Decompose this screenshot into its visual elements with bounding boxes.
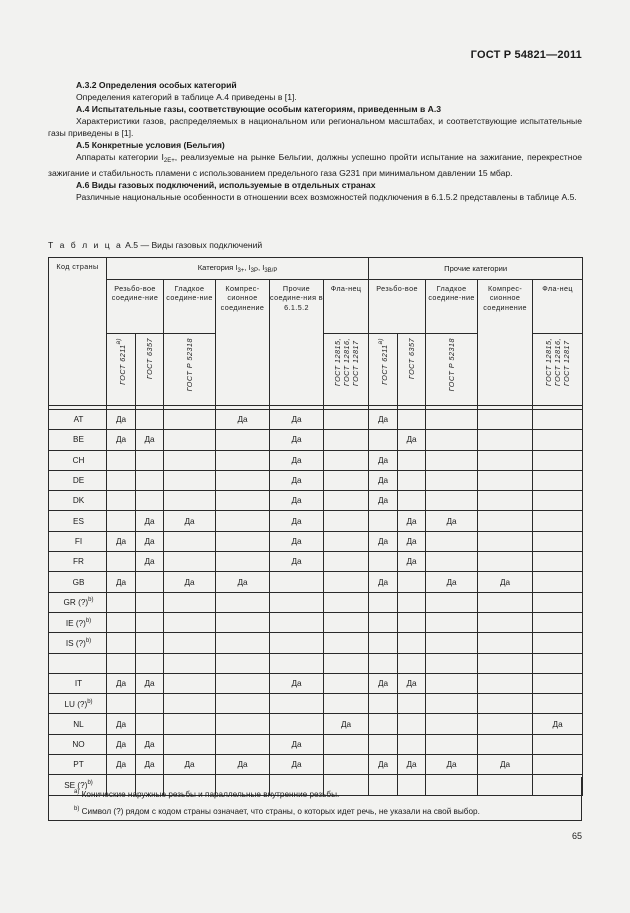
table-cell xyxy=(136,592,164,612)
country-code: LU (?)$^{b)}$ xyxy=(49,694,107,714)
table-cell xyxy=(478,694,533,714)
country-code: NO xyxy=(49,734,107,754)
table-cell xyxy=(369,511,398,531)
table-cell: Да xyxy=(216,572,270,592)
table-cell xyxy=(164,673,216,693)
country-code: IS (?)$^{b)}$ xyxy=(49,633,107,653)
table-cell xyxy=(136,633,164,653)
table-cell xyxy=(270,694,324,714)
table-cell xyxy=(324,673,369,693)
table-cell xyxy=(398,450,426,470)
std-6357-2: ГОСТ 6357 xyxy=(398,334,426,406)
table-cell xyxy=(164,430,216,450)
table-row xyxy=(49,673,583,693)
table-cell xyxy=(426,552,478,572)
std-6211: ГОСТ 6211$^{a)}$ xyxy=(107,334,136,406)
table-row xyxy=(49,450,583,470)
table-cell xyxy=(369,694,398,714)
table-cell: Да xyxy=(398,673,426,693)
table-cell xyxy=(270,572,324,592)
section-a332-text: Определения категорий в таблице А.4 приведены в [1]. xyxy=(76,92,297,102)
table-cell xyxy=(369,734,398,754)
table-cell xyxy=(324,491,369,511)
table-cell xyxy=(398,633,426,653)
country-code: FI xyxy=(49,531,107,551)
table-cell xyxy=(478,592,533,612)
table-cell: Да xyxy=(426,755,478,775)
table-cell xyxy=(164,633,216,653)
table-cell xyxy=(164,592,216,612)
table-cell xyxy=(164,410,216,430)
table-cell: Да xyxy=(216,410,270,430)
table-cell: Да xyxy=(478,755,533,775)
table-row xyxy=(49,592,583,612)
table-cell xyxy=(107,653,136,673)
table-row xyxy=(49,653,583,673)
table-cell xyxy=(426,592,478,612)
header-compress: Компрес-сионное соединение xyxy=(216,280,270,406)
table-cell: Да xyxy=(107,531,136,551)
table-cell xyxy=(136,410,164,430)
table-row xyxy=(49,470,583,490)
table-cell xyxy=(324,470,369,490)
section-a5-text: Аппараты категории $I_{2E+}$, реализуемые на рынке Бельгии, должны успешно пройти испытание на зажигание, перекрестное зажигание и стабильность пламени с использованием предельного газа G231 при минимальном давлении 15 мбар. xyxy=(48,152,583,178)
table-cell xyxy=(478,714,533,734)
table-cell: Да xyxy=(270,491,324,511)
table-cell: Да xyxy=(216,755,270,775)
header-smooth-2: Гладкое соедине-ние xyxy=(426,280,478,334)
country-code: GR (?)$^{b)}$ xyxy=(49,592,107,612)
table-body xyxy=(49,410,583,796)
table-cell xyxy=(426,430,478,450)
table-cell xyxy=(426,612,478,632)
table-cell: Да xyxy=(270,755,324,775)
table-cell xyxy=(478,410,533,430)
table-cell: Да xyxy=(136,673,164,693)
section-a4-title: А.4 Испытательные газы, соответствующие особым категориям, приведенным в А.3 xyxy=(76,104,442,114)
table-cell xyxy=(533,755,583,775)
table-cell xyxy=(107,552,136,572)
table-cell: Да xyxy=(270,511,324,531)
table-cell: Да xyxy=(398,755,426,775)
table-cell: Да xyxy=(270,450,324,470)
table-cell xyxy=(164,694,216,714)
table-cell xyxy=(324,633,369,653)
table-cell: Да xyxy=(107,673,136,693)
table-cell: Да xyxy=(369,755,398,775)
section-a6-title: А.6 Виды газовых подключений, используемые в отдельных странах xyxy=(76,180,376,190)
table-cell xyxy=(164,653,216,673)
table-cell xyxy=(164,470,216,490)
table-cell xyxy=(164,450,216,470)
table-cell: Да xyxy=(136,755,164,775)
table-cell xyxy=(533,410,583,430)
table-cell xyxy=(216,531,270,551)
std-52318-2: ГОСТ Р 52318 xyxy=(426,334,478,406)
table-cell xyxy=(369,612,398,632)
table-cell xyxy=(533,653,583,673)
table-cell xyxy=(136,491,164,511)
table-cell xyxy=(478,491,533,511)
std-52318: ГОСТ Р 52318 xyxy=(164,334,216,406)
country-code: FR xyxy=(49,552,107,572)
table-cell xyxy=(398,734,426,754)
table-cell xyxy=(533,491,583,511)
table-cell xyxy=(533,511,583,531)
table-cell: Да xyxy=(270,531,324,551)
table-cell: Да xyxy=(426,511,478,531)
table-row xyxy=(49,633,583,653)
table-row xyxy=(49,430,583,450)
table-cell xyxy=(164,552,216,572)
table-cell xyxy=(426,734,478,754)
table-cell xyxy=(426,714,478,734)
table-cell xyxy=(478,430,533,450)
header-compress-2: Компрес-сионное соединение xyxy=(478,280,533,406)
table-cell xyxy=(270,714,324,734)
footnote-b: $^{b)}$ Символ (?) рядом с кодом страны означает, что страны, о которых идет речь, не указали на свой выбор. xyxy=(74,806,480,816)
country-code: BE xyxy=(49,430,107,450)
table-cell: Да xyxy=(164,511,216,531)
header-country-code: Код страны xyxy=(49,258,107,406)
table-row xyxy=(49,410,583,430)
table-cell xyxy=(216,450,270,470)
country-code: DK xyxy=(49,491,107,511)
header-flange-2: Фла-нец xyxy=(533,280,583,334)
table-cell: Да xyxy=(136,552,164,572)
table-cell: Да xyxy=(136,734,164,754)
table-cell xyxy=(533,633,583,653)
table-cell xyxy=(426,470,478,490)
connections-table xyxy=(48,257,583,796)
table-cell xyxy=(369,552,398,572)
table-cell xyxy=(164,612,216,632)
table-cell: Да xyxy=(398,531,426,551)
country-code: ES xyxy=(49,511,107,531)
table-cell: Да xyxy=(270,734,324,754)
table-cell xyxy=(136,612,164,632)
table-cell: Да xyxy=(478,572,533,592)
table-cell xyxy=(533,531,583,551)
table-cell xyxy=(426,410,478,430)
table-cell: Да xyxy=(369,531,398,551)
table-cell xyxy=(216,491,270,511)
table-cell: Да xyxy=(107,430,136,450)
table-cell xyxy=(270,633,324,653)
table-cell xyxy=(216,430,270,450)
country-code: DE xyxy=(49,470,107,490)
table-cell xyxy=(107,633,136,653)
table-cell xyxy=(398,694,426,714)
table-cell xyxy=(324,552,369,572)
table-cell xyxy=(107,450,136,470)
table-row xyxy=(49,572,583,592)
table-cell xyxy=(426,673,478,693)
country-code: NL xyxy=(49,714,107,734)
table-cell xyxy=(136,450,164,470)
footnote-a: $^{a)}$ Конические наружные резьбы и параллельные внутренние резьбы. xyxy=(74,789,340,799)
table-cell xyxy=(107,612,136,632)
table-row xyxy=(49,694,583,714)
table-cell xyxy=(324,734,369,754)
table-cell xyxy=(107,511,136,531)
table-cell xyxy=(478,470,533,490)
header-other: Прочие соедине-ния в 6.1.5.2 xyxy=(270,280,324,406)
table-cell: Да xyxy=(369,572,398,592)
table-cell xyxy=(398,653,426,673)
table-cell xyxy=(216,694,270,714)
table-cell: Да xyxy=(107,572,136,592)
table-cell: Да xyxy=(369,470,398,490)
table-cell xyxy=(478,633,533,653)
table-cell xyxy=(324,612,369,632)
table-row xyxy=(49,531,583,551)
table-cell: Да xyxy=(136,511,164,531)
table-cell xyxy=(426,531,478,551)
table-cell: Да xyxy=(270,410,324,430)
table-cell: Да xyxy=(136,531,164,551)
table-cell: Да xyxy=(369,491,398,511)
table-cell: Да xyxy=(426,572,478,592)
std-flange: ГОСТ 12815, ГОСТ 12816, ГОСТ 12817 xyxy=(324,334,369,406)
table-cell xyxy=(270,653,324,673)
country-code xyxy=(49,653,107,673)
table-cell: Да xyxy=(270,430,324,450)
table-cell xyxy=(164,491,216,511)
table-cell xyxy=(533,734,583,754)
table-row xyxy=(49,734,583,754)
table-cell xyxy=(216,592,270,612)
table-cell: Да xyxy=(107,734,136,754)
header-thread: Резьбо-вое соедине-ние xyxy=(107,280,164,334)
table-cell xyxy=(398,714,426,734)
table-cell xyxy=(369,653,398,673)
table-cell xyxy=(136,714,164,734)
header-group1: Категория $I_{3+}$, $I_{3P}$, $I_{3B/P}$ xyxy=(107,258,369,280)
table-cell: Да xyxy=(107,714,136,734)
table-cell xyxy=(270,592,324,612)
table-cell xyxy=(533,470,583,490)
table-cell xyxy=(533,673,583,693)
table-cell xyxy=(426,450,478,470)
table-cell xyxy=(426,694,478,714)
header-smooth: Гладкое соедине-ние xyxy=(164,280,216,334)
table-cell xyxy=(478,653,533,673)
table-cell xyxy=(136,572,164,592)
table-caption: Т а б л и ц а А.5 — Виды газовых подключений xyxy=(48,240,263,250)
table-cell xyxy=(164,714,216,734)
table-cell xyxy=(398,470,426,490)
table-cell xyxy=(478,612,533,632)
section-a332-title: А.3.2 Определения особых категорий xyxy=(76,80,237,90)
table-cell xyxy=(398,491,426,511)
page-number: 65 xyxy=(571,831,582,841)
country-code: GB xyxy=(49,572,107,592)
table-cell xyxy=(533,694,583,714)
table-cell xyxy=(324,511,369,531)
table-row xyxy=(49,755,583,775)
table-cell xyxy=(324,653,369,673)
country-code: IE (?)$^{b)}$ xyxy=(49,612,107,632)
table-cell xyxy=(426,633,478,653)
document-header: ГОСТ Р 54821—2011 xyxy=(470,49,582,61)
table-cell xyxy=(324,430,369,450)
table-cell xyxy=(216,511,270,531)
table-row xyxy=(49,511,583,531)
table-cell xyxy=(324,592,369,612)
table-cell xyxy=(216,552,270,572)
section-a6-text: Различные национальные особенности в отношении всех возможностей подключения в 6.1.5.2 представлены в таблице А.5. xyxy=(76,192,577,202)
table-cell xyxy=(324,572,369,592)
table-cell: Да xyxy=(107,410,136,430)
table-cell: Да xyxy=(398,552,426,572)
table-cell xyxy=(324,450,369,470)
table-cell: Да xyxy=(270,470,324,490)
table-cell xyxy=(216,734,270,754)
table-cell xyxy=(324,755,369,775)
table-cell xyxy=(107,694,136,714)
table-cell xyxy=(533,612,583,632)
table-cell: Да xyxy=(324,714,369,734)
table-cell xyxy=(107,491,136,511)
table-cell xyxy=(398,572,426,592)
country-code: IT xyxy=(49,673,107,693)
table-cell: Да xyxy=(369,673,398,693)
table-cell: Да xyxy=(398,430,426,450)
table-row xyxy=(49,612,583,632)
table-cell xyxy=(533,450,583,470)
table-cell xyxy=(136,653,164,673)
table-cell xyxy=(533,592,583,612)
table-cell xyxy=(216,612,270,632)
table-cell: Да xyxy=(164,572,216,592)
country-code: AT xyxy=(49,410,107,430)
header-group2: Прочие категории xyxy=(369,258,583,280)
table-cell: Да xyxy=(164,755,216,775)
table-cell xyxy=(533,430,583,450)
table-cell: Да xyxy=(533,714,583,734)
table-cell xyxy=(270,612,324,632)
table-cell xyxy=(478,734,533,754)
table-cell xyxy=(216,470,270,490)
table-cell xyxy=(324,694,369,714)
table-cell xyxy=(533,572,583,592)
table-cell xyxy=(426,653,478,673)
table-row xyxy=(49,714,583,734)
table-cell xyxy=(533,552,583,572)
table-cell: Да xyxy=(369,410,398,430)
table-cell xyxy=(136,470,164,490)
table-cell xyxy=(478,552,533,572)
table-cell xyxy=(369,430,398,450)
table-cell xyxy=(369,592,398,612)
footnote-frame xyxy=(48,777,582,821)
table-cell: Да xyxy=(398,511,426,531)
table-cell: Да xyxy=(270,673,324,693)
body-text xyxy=(48,79,582,203)
std-flange-2: ГОСТ 12815, ГОСТ 12816, ГОСТ 12817 xyxy=(533,334,583,406)
table-cell xyxy=(478,673,533,693)
table-row xyxy=(49,491,583,511)
table-cell xyxy=(164,734,216,754)
std-6357: ГОСТ 6357 xyxy=(136,334,164,406)
country-code: SE (?)$^{b)}$ xyxy=(49,775,107,795)
table-cell xyxy=(216,714,270,734)
table-cell xyxy=(478,511,533,531)
table-cell xyxy=(398,612,426,632)
table-cell xyxy=(398,410,426,430)
section-a5-title: А.5 Конкретные условия (Бельгия) xyxy=(76,140,225,150)
country-code: PT xyxy=(49,755,107,775)
table-cell xyxy=(426,491,478,511)
country-code: CH xyxy=(49,450,107,470)
table-cell: Да xyxy=(136,430,164,450)
table-cell xyxy=(369,633,398,653)
table-cell xyxy=(478,450,533,470)
table-cell: Да xyxy=(270,552,324,572)
table-cell xyxy=(216,673,270,693)
std-6211-2: ГОСТ 6211$^{a)}$ xyxy=(369,334,398,406)
table-cell xyxy=(216,633,270,653)
table-cell xyxy=(136,694,164,714)
table-cell xyxy=(107,470,136,490)
table-cell xyxy=(324,410,369,430)
table-cell xyxy=(324,531,369,551)
table-cell xyxy=(369,714,398,734)
table-cell xyxy=(398,592,426,612)
section-a4-text: Характеристики газов, распределяемых в национальном или региональном масштабах, и соответствующие испытательные газы приведены в [1]. xyxy=(48,116,582,138)
table-cell: Да xyxy=(107,755,136,775)
table-cell xyxy=(107,592,136,612)
table-cell xyxy=(164,531,216,551)
header-flange: Фла-нец xyxy=(324,280,369,334)
header-thread-2: Резьбо-вое xyxy=(369,280,426,334)
table-cell: Да xyxy=(369,450,398,470)
table-cell xyxy=(216,653,270,673)
table-row xyxy=(49,552,583,572)
table-cell xyxy=(478,531,533,551)
